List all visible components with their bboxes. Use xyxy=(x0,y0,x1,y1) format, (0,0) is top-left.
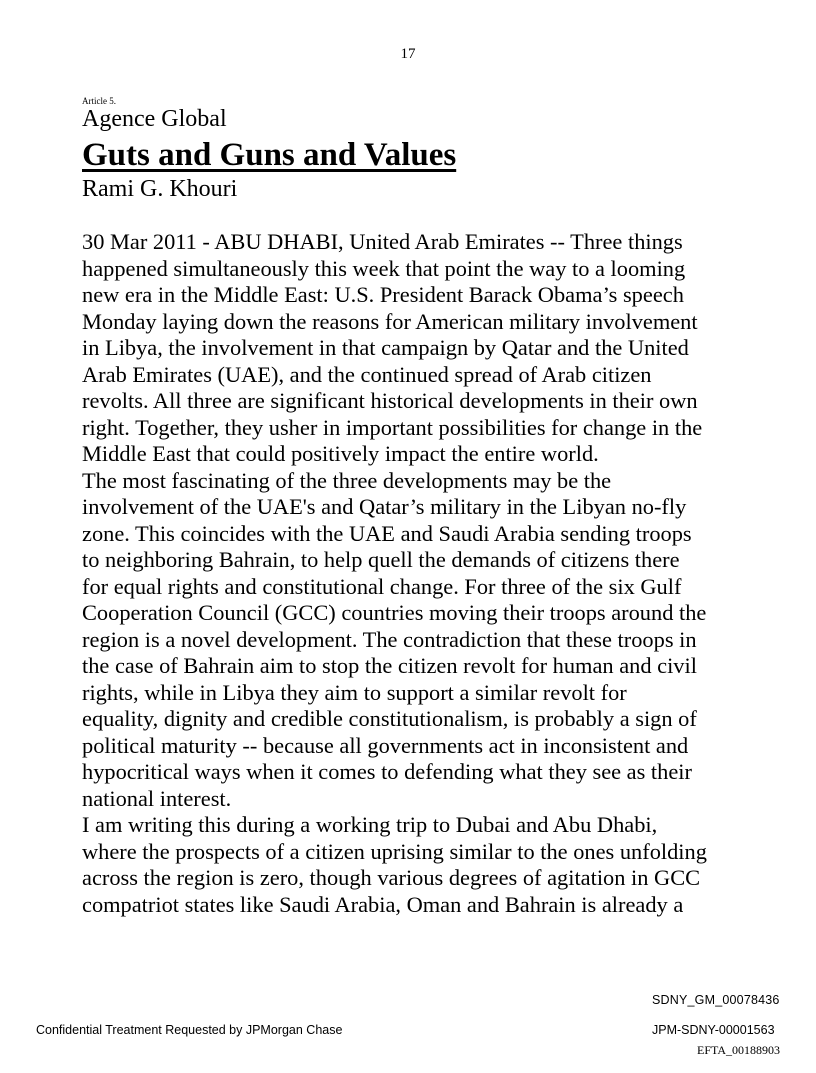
page-number: 17 xyxy=(400,46,416,62)
article-label: Article 5. xyxy=(82,96,116,106)
efta-number: EFTA_00188903 xyxy=(697,1043,781,1057)
article-author: Rami G. Khouri xyxy=(82,176,238,202)
paragraph: The most fascinating of the three developments may be the involvement of the UAE's and Qatar’s military in the Libyan no-fly zone. This coincides with the UAE and Saudi Arabia sending troops to neighboring Bahrain, to help quell the demands of citizens there for equal rights and constitutional change. For three of the six Gulf Cooperation Council (GCC) countries moving their troops around the region is a novel development. The contradiction that these troops in the case of Bahrain aim to stop the citizen revolt for human and civil rights, while in Libya they aim to support a similar revolt for equality, dignity and credible constitutionalism, is probably a sign of political maturity -- because all governments act in inconsistent and hypocritical ways when it comes to defending what they see as their national interest. xyxy=(82,467,707,811)
bates-number-gm: SDNY_GM_00078436 xyxy=(652,993,780,1007)
article-source: Agence Global xyxy=(82,106,227,132)
confidential-notice: Confidential Treatment Requested by JPMorgan Chase xyxy=(36,1023,343,1037)
article-title: Guts and Guns and Values xyxy=(82,137,457,173)
article-body xyxy=(82,229,762,918)
paragraph: I am writing this during a working trip to Dubai and Abu Dhabi, where the prospects of a citizen uprising similar to the ones unfolding across the region is zero, though various degrees of agitation in GCC compatriot states like Saudi Arabia, Oman and Bahrain is already a xyxy=(82,812,707,917)
bates-number-jpm: JPM-SDNY-00001563 xyxy=(652,1023,775,1037)
paragraph: 30 Mar 2011 - ABU DHABI, United Arab Emirates -- Three things happened simultaneously this week that point the way to a looming new era in the Middle East: U.S. President Barack Obama’s speech Monday laying down the reasons for American military involvement in Libya, the involvement in that campaign by Qatar and the United Arab Emirates (UAE), and the continued spread of Arab citizen revolts. All three are significant historical developments in their own right. Together, they usher in important possibilities for change in the Middle East that could positively impact the entire world. xyxy=(82,229,703,466)
